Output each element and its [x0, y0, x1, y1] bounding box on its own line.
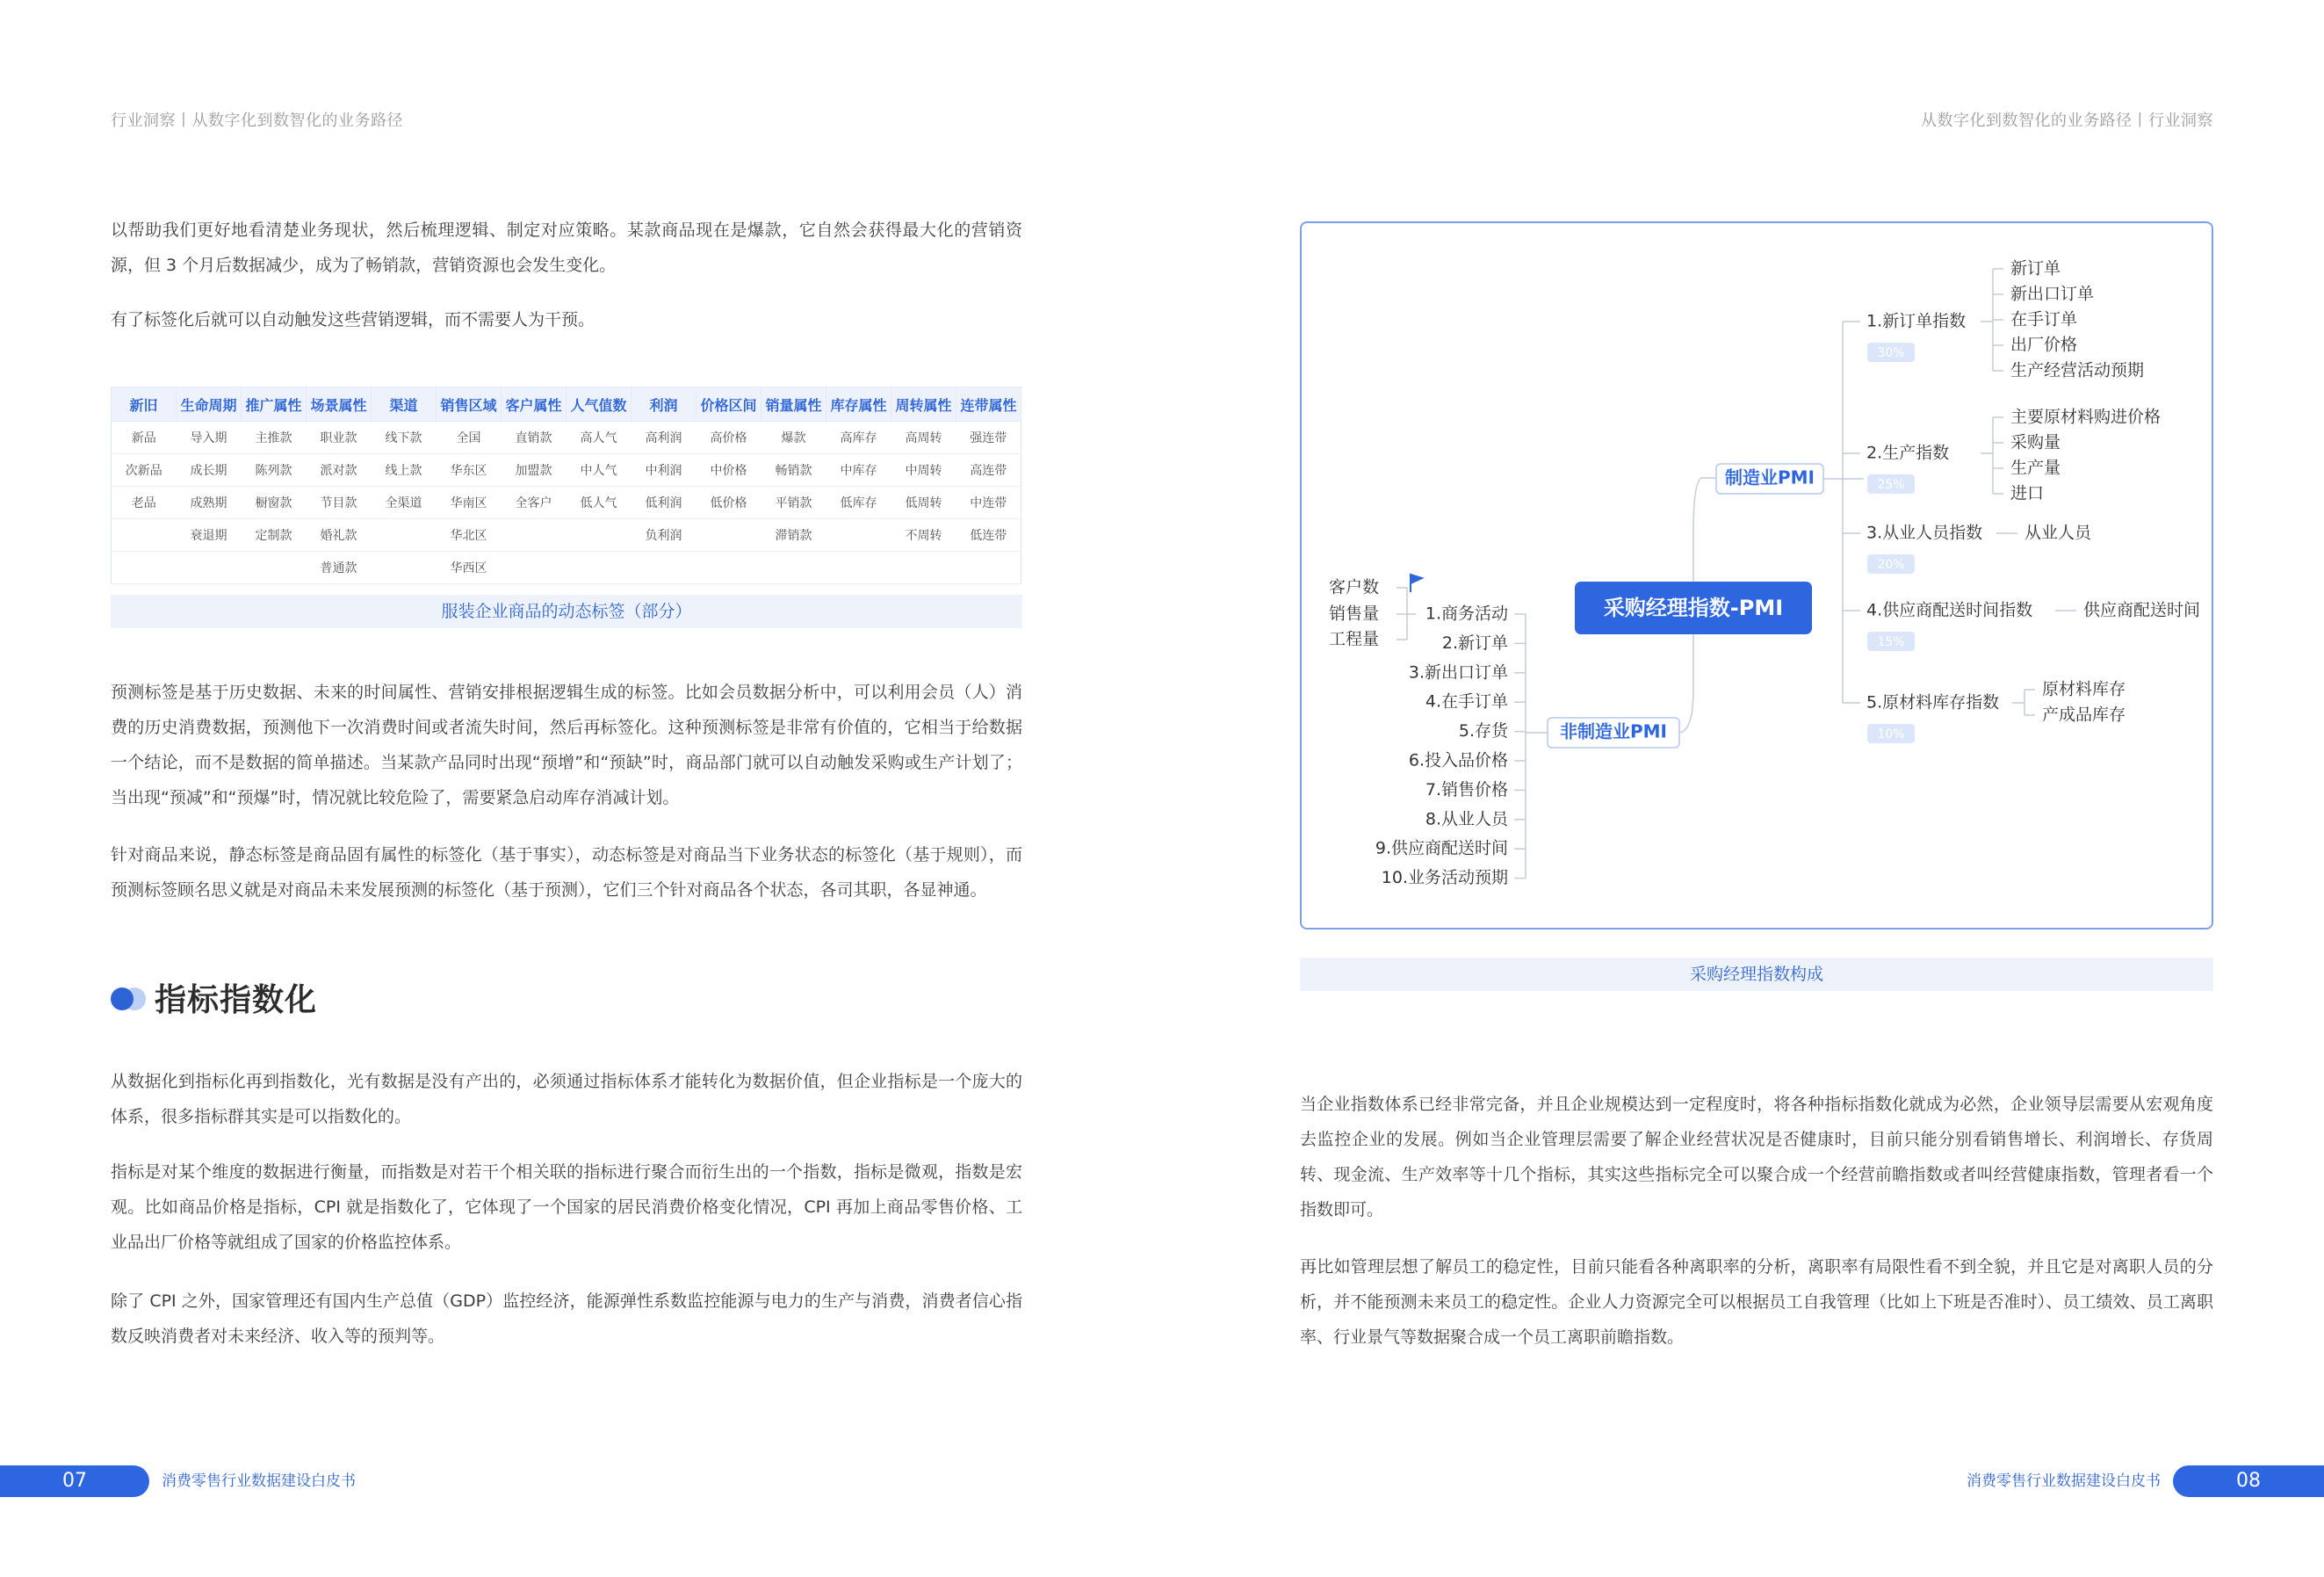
left-para-5: 从数据化到指标化再到指数化，光有数据是没有产出的，必须通过指标体系才能转化为数据价值，但企业指标是一个庞大的体系，很多指标群其实是可以指数化的。: [111, 1072, 1022, 1126]
table-cell: 低人气: [567, 487, 632, 519]
nonmfg-node-label: 非制造业PMI: [1559, 720, 1668, 742]
pmi-mindmap: [1300, 221, 2213, 930]
table-cell: [112, 519, 177, 552]
section-title: 指标指数化: [155, 982, 318, 1018]
table-cell: 中周转: [891, 454, 956, 487]
table-cell: [891, 552, 956, 584]
mfg-sub-item: 新订单: [2010, 258, 2061, 279]
table-header-cell: 新旧: [112, 387, 177, 422]
mfg-sub-item: 进口: [2010, 483, 2045, 503]
table-cell: 新品: [112, 422, 177, 454]
mfg-index-label: 3.从业人员指数: [1866, 523, 1983, 543]
table-cell: 橱窗款: [242, 487, 307, 519]
mindmap-caption: 采购经理指数构成: [1300, 958, 2213, 991]
left-footer-text: 消费零售行业数据建设白皮书: [162, 1472, 356, 1490]
connector: [1823, 322, 1864, 703]
mfg-sub-item: 生产量: [2010, 458, 2061, 478]
table-caption: 服装企业商品的动态标签（部分）: [111, 595, 1022, 628]
table-cell: [761, 552, 826, 584]
table-cell: 低周转: [891, 487, 956, 519]
table-cell: 畅销款: [761, 454, 826, 487]
connector: [1526, 614, 1548, 879]
left-para-3: 预测标签是基于历史数据、未来的时间属性、营销安排根据逻辑生成的标签。比如会员数据分析中，可以利用会员（人）消费的历史消费数据，预测他下一次消费时间或者流失时间，然后再标签化。这种预测标签是非常有价值的，它相当于给数据一个结论，而不是数据的简单描述。当某款产品同时出现“预增”和“预缺”时，商品部门就可以自动触发采购或生产计划了；当出现“预减”和“预爆”时，情况就比较危险了，需要紧急启动库存消减计划。: [111, 683, 1022, 807]
connector: [1407, 588, 1416, 640]
table-cell: 华北区: [437, 519, 502, 552]
table-cell: 爆款: [761, 422, 826, 454]
table-header-cell: 生命周期: [177, 387, 242, 422]
table-cell: 华东区: [437, 454, 502, 487]
nonmfg-index-item: 1.商务活动: [1425, 604, 1508, 624]
dynamic-tags-table: [111, 387, 1021, 584]
left-footer: [0, 1465, 439, 1497]
table-cell: 节目款: [307, 487, 372, 519]
table-cell: [502, 519, 567, 552]
left-para-6: 指标是对某个维度的数据进行衡量，而指数是对若干个相关联的指标进行聚合而衍生出的一个指数，指标是微观，指数是宏观。比如商品价格是指标，CPI 就是指数化了，它体现了一个国家的居民消费价格变化情况，CPI 再加上商品零售价格、工业品出厂价格等就组成了国家的价格监控体系。: [111, 1162, 1022, 1252]
mfg-sub-item: 从业人员: [2024, 523, 2092, 543]
left-para-7: 除了 CPI 之外，国家管理还有国内生产总值（GDP）监控经济，能源弹性系数监控能源与电力的生产与消费，消费者信心指数反映消费者对未来经济、收入等的预判等。: [111, 1291, 1022, 1346]
right-running-header: 从数字化到数智化的业务路径丨行业洞察: [1921, 112, 2213, 130]
table-cell: 不周转: [891, 519, 956, 552]
table-cell: 滞销款: [761, 519, 826, 552]
table-cell: 中利润: [632, 454, 696, 487]
table-row: [112, 552, 1021, 584]
connector: [1679, 634, 1693, 733]
mfg-sub-item: 新出口订单: [2010, 284, 2095, 304]
table-cell: [696, 519, 761, 552]
table-cell: 强连带: [956, 422, 1021, 454]
mfg-sub-item: 出厂价格: [2010, 335, 2078, 355]
nonmfg-index-item: 6.投入品价格: [1408, 750, 1508, 770]
table-row: [112, 422, 1021, 454]
mfg-sub-item: 在手订单: [2010, 309, 2078, 329]
table-cell: 线上款: [372, 454, 437, 487]
table-cell: 老品: [112, 487, 177, 519]
table-cell: 中人气: [567, 454, 632, 487]
mfg-sub-item: 主要原材料购进价格: [2010, 407, 2162, 427]
left-para-1: 以帮助我们更好地看清楚业务现状，然后梳理逻辑、制定对应策略。某款商品现在是爆款，它自然会获得最大化的营销资源，但 3 个月后数据减少，成为了畅销款，营销资源也会发生变化。: [111, 221, 1022, 275]
table-cell: 衰退期: [177, 519, 242, 552]
table-cell: 定制款: [242, 519, 307, 552]
table-cell: 低价格: [696, 487, 761, 519]
table-cell: [372, 552, 437, 584]
mfg-sub-item: 原材料库存: [2042, 679, 2126, 699]
section-bullet-icon: [111, 987, 146, 1010]
table-header-cell: 人气值数: [567, 387, 632, 422]
weight-badge-label: 25%: [1877, 478, 1905, 492]
table-header-cell: 场景属性: [307, 387, 372, 422]
connector: [1981, 269, 1993, 371]
table-header-cell: 销售区域: [437, 387, 502, 422]
table-cell: [177, 552, 242, 584]
table-header-cell: 价格区间: [696, 387, 761, 422]
table-cell: [502, 552, 567, 584]
table-cell: 普通款: [307, 552, 372, 584]
table-cell: [696, 552, 761, 584]
right-footer-text: 消费零售行业数据建设白皮书: [1967, 1472, 2161, 1490]
table-cell: 主推款: [242, 422, 307, 454]
table-cell: [567, 552, 632, 584]
table-cell: 高人气: [567, 422, 632, 454]
table-cell: 低库存: [826, 487, 891, 519]
table-cell: 全客户: [502, 487, 567, 519]
nonmfg-index-item: 8.从业人员: [1425, 809, 1508, 829]
table-cell: 低连带: [956, 519, 1021, 552]
weight-badge-label: 15%: [1877, 635, 1905, 649]
table-cell: [956, 552, 1021, 584]
table-row: [112, 519, 1021, 552]
table-cell: [632, 552, 696, 584]
table-cell: 成长期: [177, 454, 242, 487]
table-header-cell: 连带属性: [956, 387, 1021, 422]
nonmfg-index-item: 3.新出口订单: [1408, 662, 1508, 683]
left-para-4: 针对商品来说，静态标签是商品固有属性的标签化（基于事实），动态标签是对商品当下业务状态的标签化（基于规则），而预测标签顾名思义就是对商品未来发展预测的标签化（基于预测），它们三个针对商品各个状态，各司其职，各显神通。: [111, 845, 1022, 900]
table-cell: 高价格: [696, 422, 761, 454]
nonmfg-index-item: 10.业务活动预期: [1381, 868, 1508, 888]
table-cell: 高连带: [956, 454, 1021, 487]
left-para-2: 有了标签化后就可以自动触发这些营销逻辑，而不需要人为干预。: [111, 310, 595, 329]
table-row: [112, 454, 1021, 487]
table-cell: [567, 519, 632, 552]
connector: [2012, 690, 2024, 715]
table-cell: 成熟期: [177, 487, 242, 519]
nonmfg-index-item: 7.销售价格: [1425, 779, 1508, 799]
table-header-cell: 销量属性: [761, 387, 826, 422]
table-cell: 婚礼款: [307, 519, 372, 552]
table-cell: 华西区: [437, 552, 502, 584]
mfg-index-label: 5.原材料库存指数: [1866, 692, 2000, 713]
mfg-sub-item: 采购量: [2010, 432, 2061, 452]
center-node-label: 采购经理指数-PMI: [1603, 596, 1784, 620]
connector: [1981, 417, 1993, 494]
right-para-1: 当企业指数体系已经非常完备，并且企业规模达到一定程度时，将各种指标指数化就成为必然，企业领导层需要从宏观角度去监控企业的发展。例如当企业管理层需要了解企业经营状况是否健康时，目前只能分别看销售增长、利润增长、存货周转、现金流、生产效率等十几个指标，其实这些指标完全可以聚合成一个经营前瞻指数或者叫经营健康指数，管理者看一个指数即可。: [1300, 1095, 2213, 1219]
flag-icon: [1411, 575, 1422, 592]
mfg-node-label: 制造业PMI: [1724, 467, 1815, 488]
right-page-number: 08: [2173, 1465, 2324, 1497]
left-running-header: 行业洞察丨从数字化到数智化的业务路径: [111, 112, 403, 130]
nonmfg-index-item: 9.供应商配送时间: [1375, 838, 1508, 858]
table-cell: [242, 552, 307, 584]
weight-badge-label: 30%: [1877, 346, 1905, 360]
table-cell: 次新品: [112, 454, 177, 487]
mfg-index-label: 1.新订单指数: [1866, 311, 1967, 331]
nonmfg-index-item: 4.在手订单: [1425, 691, 1508, 712]
nonmfg-index-item: 2.新订单: [1441, 633, 1508, 653]
nonmfg-index-item: 5.存货: [1458, 721, 1508, 741]
table-cell: 中库存: [826, 454, 891, 487]
table-cell: 高周转: [891, 422, 956, 454]
table-cell: 陈列款: [242, 454, 307, 487]
business-sub-item: 工程量: [1329, 629, 1380, 649]
table-header-cell: 周转属性: [891, 387, 956, 422]
connector: [1693, 478, 1717, 582]
table-cell: [112, 552, 177, 584]
table-row: [112, 487, 1021, 519]
table-cell: 职业款: [307, 422, 372, 454]
table-header-row: [112, 387, 1021, 422]
mfg-sub-item: 供应商配送时间: [2083, 600, 2201, 620]
table-header-cell: 推广属性: [242, 387, 307, 422]
table-cell: 中价格: [696, 454, 761, 487]
table-cell: 低利润: [632, 487, 696, 519]
table-cell: [826, 519, 891, 552]
weight-badge-label: 20%: [1877, 558, 1905, 572]
mfg-sub-item: 产成品库存: [2042, 705, 2126, 725]
table-cell: 直销款: [502, 422, 567, 454]
table-cell: 华南区: [437, 487, 502, 519]
table-cell: 线下款: [372, 422, 437, 454]
table-cell: 负利润: [632, 519, 696, 552]
table-cell: 导入期: [177, 422, 242, 454]
business-sub-item: 销售量: [1329, 604, 1380, 624]
table-cell: 中连带: [956, 487, 1021, 519]
mfg-index-label: 2.生产指数: [1866, 443, 1950, 463]
right-para-2: 再比如管理层想了解员工的稳定性，目前只能看各种离职率的分析，离职率有局限性看不到全貌，并且它是对离职人员的分析，并不能预测未来员工的稳定性。企业人力资源完全可以根据员工自我管理（比如上下班是否准时）、员工绩效、员工离职率、行业景气等数据聚合成一个员工离职前瞻指数。: [1300, 1257, 2213, 1347]
mfg-index-label: 4.供应商配送时间指数: [1866, 600, 2033, 620]
table-header-cell: 客户属性: [502, 387, 567, 422]
table-cell: 全国: [437, 422, 502, 454]
table-cell: [372, 519, 437, 552]
left-page-number: 07: [0, 1465, 149, 1497]
table-cell: 加盟款: [502, 454, 567, 487]
table-cell: 高利润: [632, 422, 696, 454]
table-header-cell: 利润: [632, 387, 696, 422]
right-footer: [1885, 1465, 2324, 1497]
table-cell: 高库存: [826, 422, 891, 454]
table-cell: 全渠道: [372, 487, 437, 519]
business-sub-item: 客户数: [1329, 577, 1380, 597]
table-header-cell: 渠道: [372, 387, 437, 422]
table-cell: 派对款: [307, 454, 372, 487]
table-cell: [826, 552, 891, 584]
mfg-sub-item: 生产经营活动预期: [2010, 360, 2145, 380]
weight-badge-label: 10%: [1877, 727, 1905, 741]
table-header-cell: 库存属性: [826, 387, 891, 422]
table-cell: 平销款: [761, 487, 826, 519]
